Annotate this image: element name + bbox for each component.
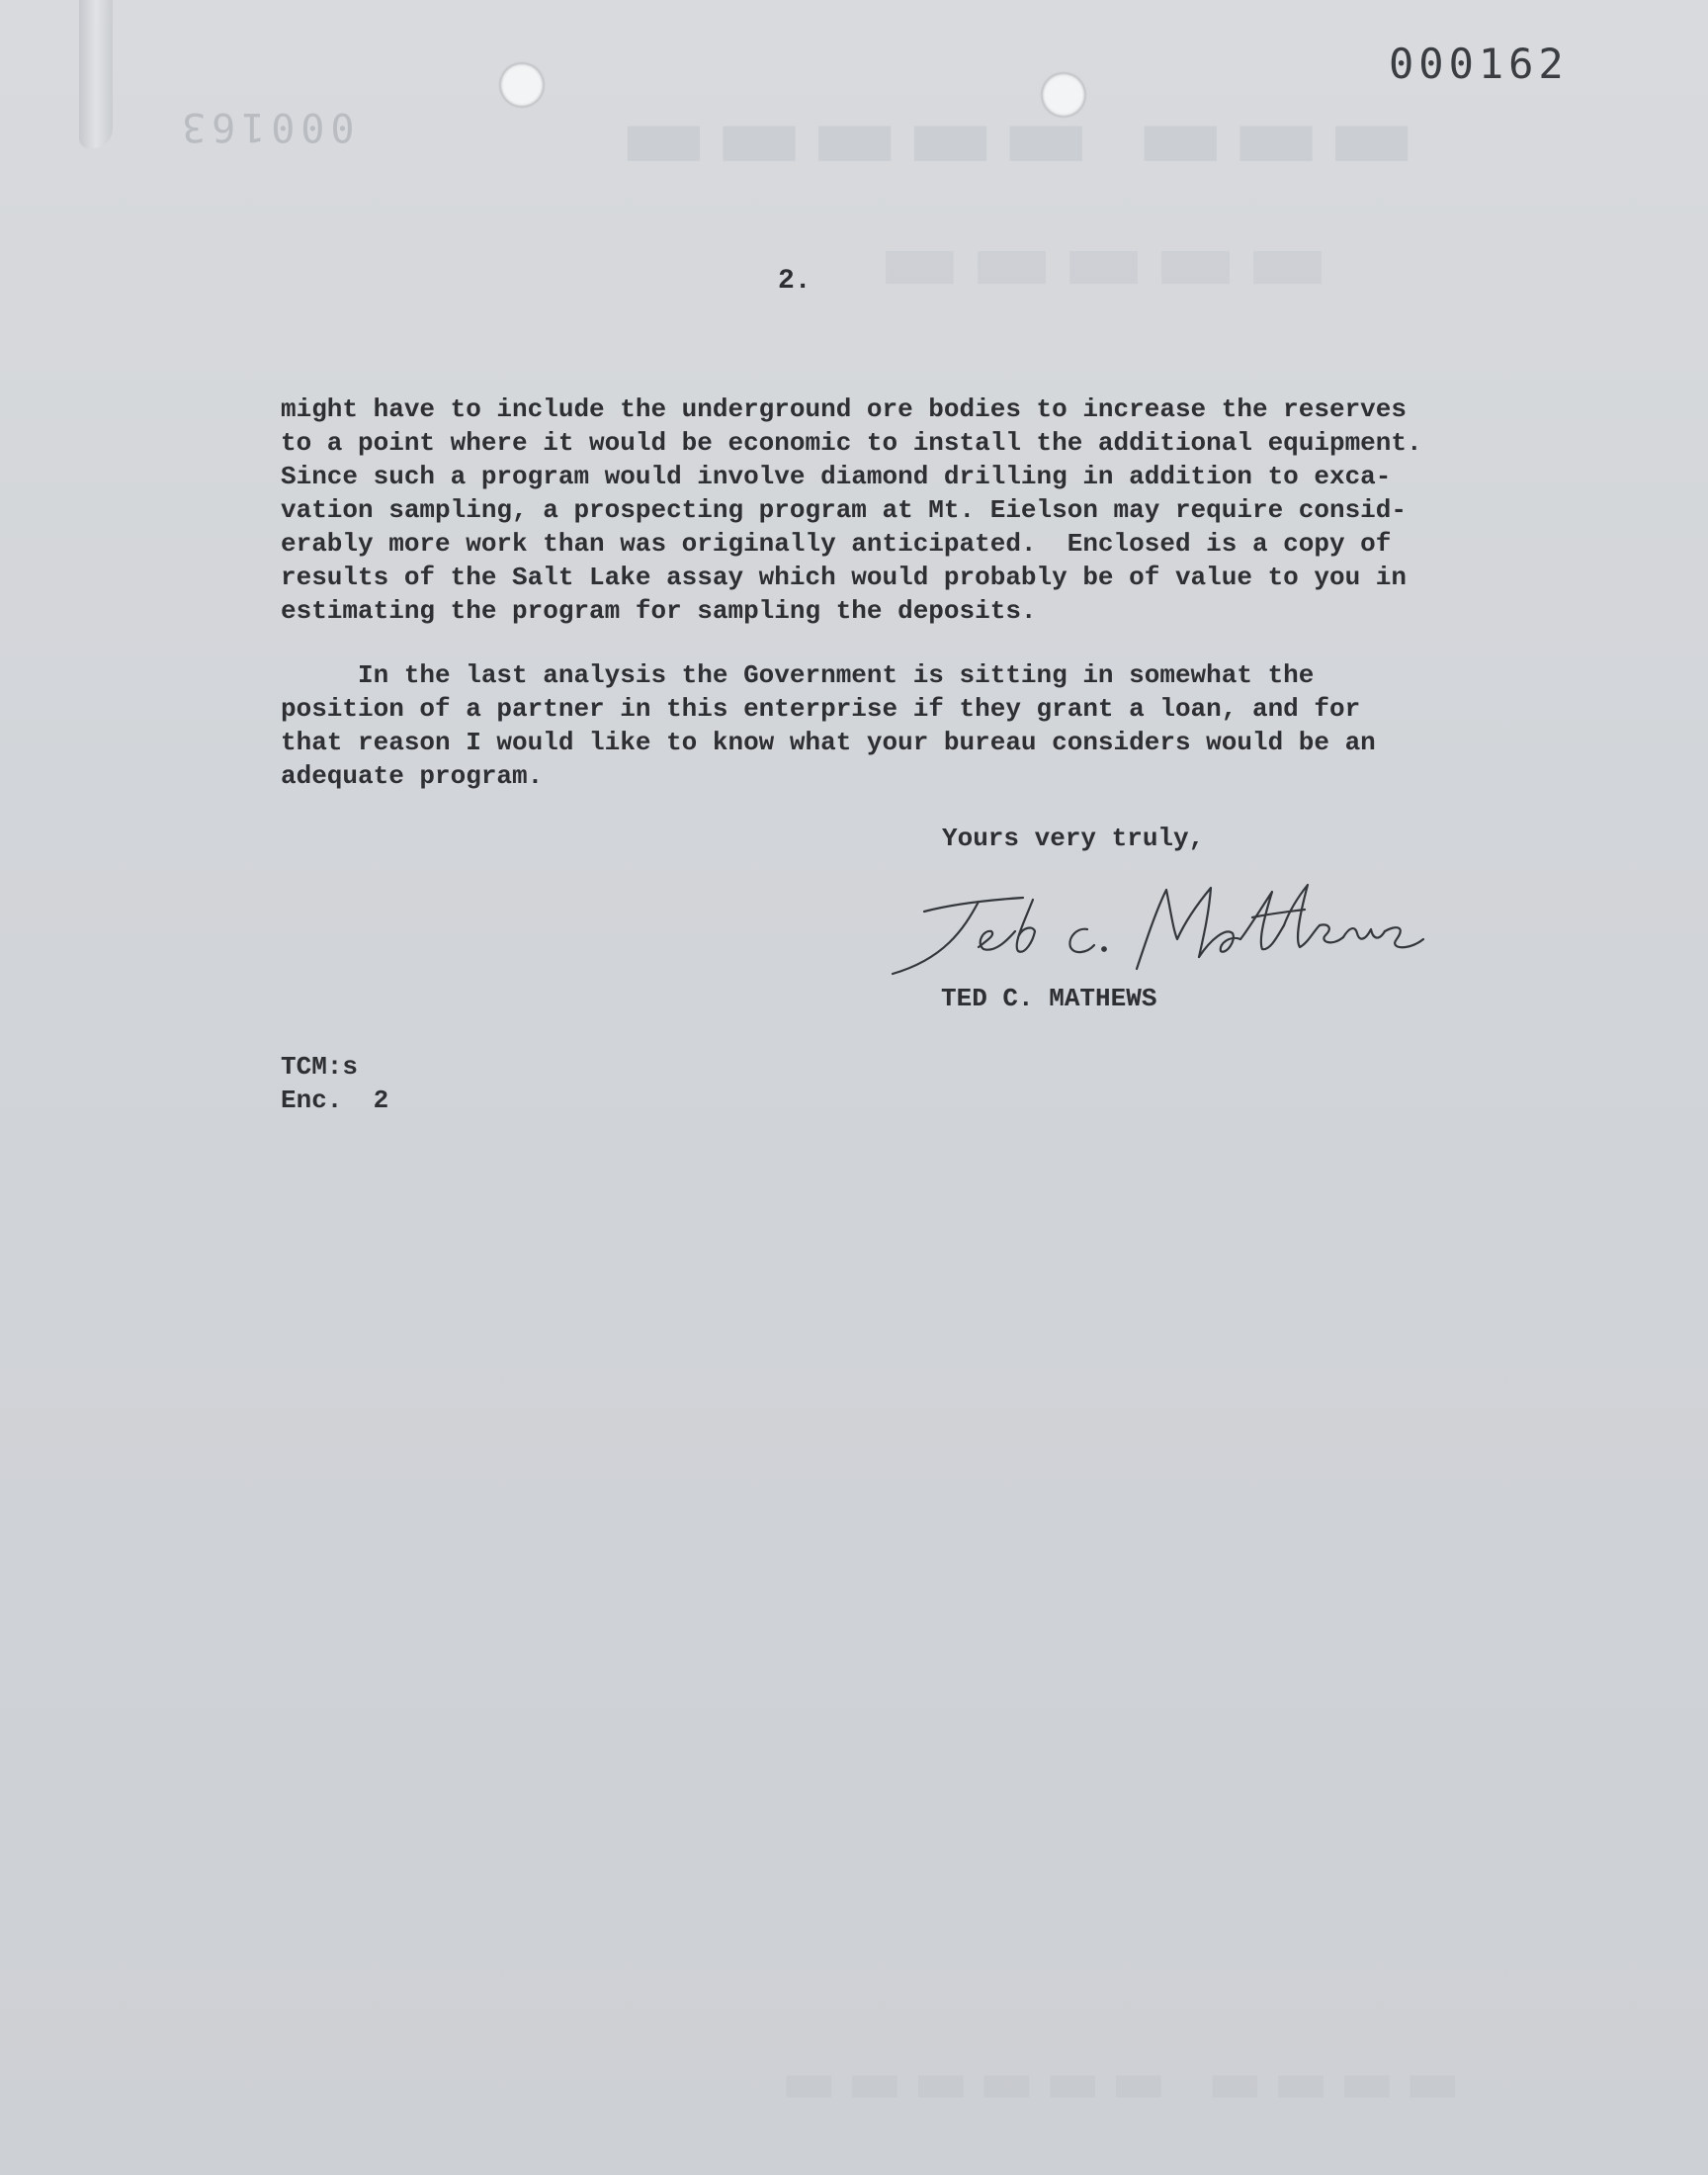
page-indicator: 2.	[778, 266, 811, 297]
show-through-shape: ▬▬▬▬▬	[870, 208, 1330, 312]
page-number-stamp: 000162	[1389, 40, 1569, 88]
signatory-name: TED C. MATHEWS	[941, 984, 1157, 1013]
reverse-page-stamp: 000163	[176, 104, 355, 149]
enclosure-note: Enc. 2	[281, 1086, 389, 1115]
torn-edge	[79, 0, 113, 148]
complimentary-closing: Yours very truly,	[942, 824, 1205, 853]
body-paragraph-1: might have to include the underground ore bodies to increase the reserves to a point where it would be economic to install the additional equipment. Since such a program would involve diamond drilling in addition to exca- vation sampling, a prospecting program at Mt. Eielson may require consid- erably more work than was originally anticipated. Enclosed is a copy of results of the Salt Lake assay which would probably be of value to you in estimating the program for sampling the deposits.	[281, 394, 1422, 626]
show-through-shape: ▬▬▬▬ ▬▬▬▬▬▬	[771, 2056, 1461, 2126]
body-paragraph-2: In the last analysis the Government is sitting in somewhat the position of a partner in this enterprise if they grant a loan, and for that reason I would like to know what your bureau considers would be an adequate program.	[281, 660, 1376, 791]
signature-icon	[885, 870, 1438, 989]
handwritten-signature	[885, 870, 1438, 989]
punch-hole-left	[500, 63, 544, 107]
show-through-shape: ▬▬▬ ▬▬▬▬▬	[613, 79, 1417, 191]
reference-initials: TCM:s	[281, 1052, 359, 1082]
